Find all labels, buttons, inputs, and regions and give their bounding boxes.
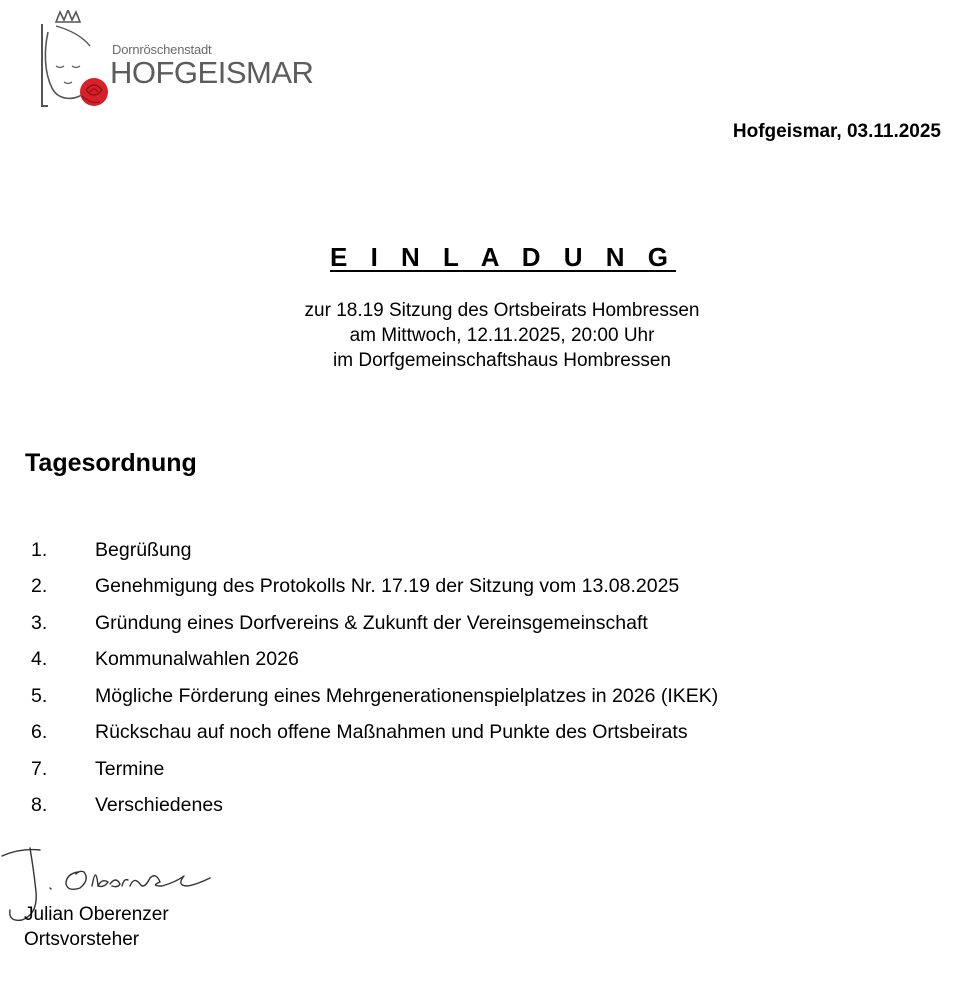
agenda-item (31, 678, 931, 715)
logo-name: HOFGEISMAR (110, 55, 314, 90)
agenda-item (31, 605, 931, 642)
meeting-line: im Dorfgemeinschaftshaus Hombressen (333, 350, 671, 371)
agenda-item-text: Kommunalwahlen 2026 (95, 648, 299, 671)
signatory-block (24, 902, 169, 952)
agenda-item (31, 788, 931, 825)
agenda-item-number: 7. (31, 757, 48, 780)
agenda-item-text: Termine (95, 757, 165, 780)
agenda-heading: Tagesordnung (25, 449, 197, 477)
place-and-date: Hofgeismar, 03.11.2025 (732, 121, 941, 142)
agenda-list (31, 532, 931, 824)
document-title: E I N L A D U N G (330, 242, 676, 272)
agenda-item-text: Mögliche Förderung eines Mehrgenerationenspielplatzes in 2026 (IKEK) (95, 684, 719, 707)
meeting-line: zur 18.19 Sitzung des Ortsbeirats Hombressen (304, 300, 700, 321)
agenda-item-number: 1. (31, 538, 48, 561)
agenda-item (31, 532, 931, 569)
agenda-item (31, 642, 931, 679)
agenda-item-number: 4. (31, 648, 48, 671)
meeting-line: am Mittwoch, 12.11.2025, 20:00 Uhr (349, 325, 655, 346)
agenda-item (31, 751, 931, 788)
agenda-item-number: 8. (31, 794, 48, 817)
city-logo (34, 10, 334, 110)
agenda-item-number: 6. (31, 721, 48, 744)
agenda-item-text: Verschiedenes (95, 794, 223, 817)
rose-icon (80, 78, 108, 106)
signatory-role: Ortsvorsteher (24, 929, 140, 950)
signatory-name: Julian Oberenzer (24, 904, 169, 925)
agenda-item-number: 5. (31, 684, 48, 707)
agenda-item-text: Begrüßung (95, 538, 192, 561)
meeting-details (0, 298, 968, 373)
agenda-item-number: 2. (31, 575, 48, 598)
agenda-item-text: Gründung eines Dorfvereins & Zukunft der Vereinsgemeinschaft (95, 611, 648, 634)
logo-subtitle: Dornröschenstadt (112, 42, 212, 57)
agenda-item-text: Rückschau auf noch offene Maßnahmen und Punkte des Ortsbeirats (95, 721, 688, 744)
agenda-item-text: Genehmigung des Protokolls Nr. 17.19 der Sitzung vom 13.08.2025 (95, 575, 680, 598)
agenda-item (31, 569, 931, 606)
agenda-item (31, 715, 931, 752)
agenda-item-number: 3. (31, 611, 48, 634)
